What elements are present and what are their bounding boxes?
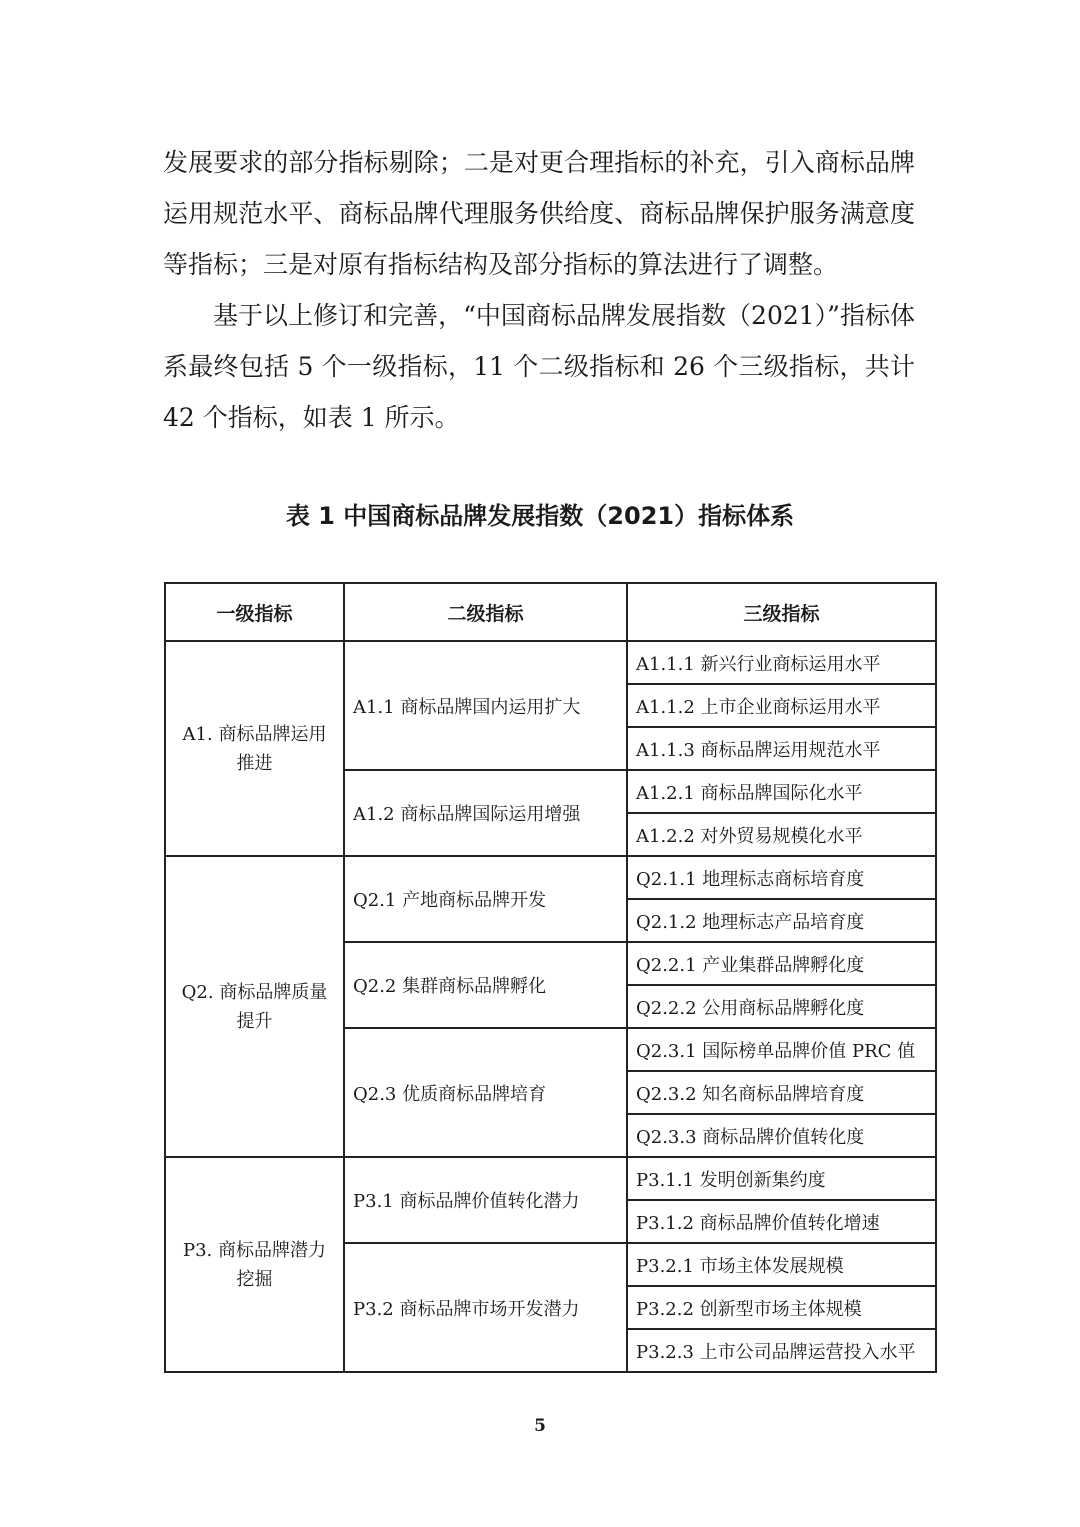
table-row <box>165 1157 936 1200</box>
level3-cell: P3.2.3 上市公司品牌运营投入水平 <box>627 1329 936 1372</box>
level3-cell: P3.1.1 发明创新集约度 <box>627 1157 936 1200</box>
table-row <box>165 856 936 899</box>
table-header-row <box>165 583 936 641</box>
level1-cell: P3. 商标品牌潜力挖掘 <box>165 1157 344 1372</box>
level3-cell: Q2.3.1 国际榜单品牌价值 PRC 值 <box>627 1028 936 1071</box>
header-level1: 一级指标 <box>165 583 344 641</box>
level3-cell: Q2.3.3 商标品牌价值转化度 <box>627 1114 936 1157</box>
level3-cell: A1.1.3 商标品牌运用规范水平 <box>627 727 936 770</box>
level3-cell: Q2.1.1 地理标志商标培育度 <box>627 856 936 899</box>
level2-cell: Q2.3 优质商标品牌培育 <box>344 1028 627 1157</box>
level3-cell: Q2.1.2 地理标志产品培育度 <box>627 899 936 942</box>
level2-cell: Q2.1 产地商标品牌开发 <box>344 856 627 942</box>
body-paragraph-2: 基于以上修订和完善，“中国商标品牌发展指数（2021）”指标体系最终包括 5 个一级指标，11 个二级指标和 26 个三级指标，共计 42 个指标，如表 1 所示。 <box>163 301 915 432</box>
level2-cell: A1.1 商标品牌国内运用扩大 <box>344 641 627 770</box>
level2-cell: P3.2 商标品牌市场开发潜力 <box>344 1243 627 1372</box>
level3-cell: A1.2.2 对外贸易规模化水平 <box>627 813 936 856</box>
level1-cell: A1. 商标品牌运用推进 <box>165 641 344 856</box>
table-caption: 表 1 中国商标品牌发展指数（2021）指标体系 <box>285 502 795 530</box>
level3-cell: P3.2.2 创新型市场主体规模 <box>627 1286 936 1329</box>
level2-cell: P3.1 商标品牌价值转化潜力 <box>344 1157 627 1243</box>
level3-cell: Q2.2.2 公用商标品牌孵化度 <box>627 985 936 1028</box>
page-number: 5 <box>534 1416 546 1436</box>
level2-cell: A1.2 商标品牌国际运用增强 <box>344 770 627 856</box>
level3-cell: P3.1.2 商标品牌价值转化增速 <box>627 1200 936 1243</box>
level2-cell: Q2.2 集群商标品牌孵化 <box>344 942 627 1028</box>
level3-cell: Q2.3.2 知名商标品牌培育度 <box>627 1071 936 1114</box>
table-row <box>165 641 936 684</box>
level3-cell: Q2.2.1 产业集群品牌孵化度 <box>627 942 936 985</box>
level3-cell: A1.1.2 上市企业商标运用水平 <box>627 684 936 727</box>
level3-cell: P3.2.1 市场主体发展规模 <box>627 1243 936 1286</box>
body-paragraph-1: 发展要求的部分指标剔除；二是对更合理指标的补充，引入商标品牌运用规范水平、商标品牌代理服务供给度、商标品牌保护服务满意度等指标；三是对原有指标结构及部分指标的算法进行了调整。 <box>163 148 915 279</box>
indicator-table <box>164 582 937 1373</box>
level1-cell: Q2. 商标品牌质量提升 <box>165 856 344 1157</box>
header-level2: 二级指标 <box>344 583 627 641</box>
level3-cell: A1.1.1 新兴行业商标运用水平 <box>627 641 936 684</box>
header-level3: 三级指标 <box>627 583 936 641</box>
level3-cell: A1.2.1 商标品牌国际化水平 <box>627 770 936 813</box>
